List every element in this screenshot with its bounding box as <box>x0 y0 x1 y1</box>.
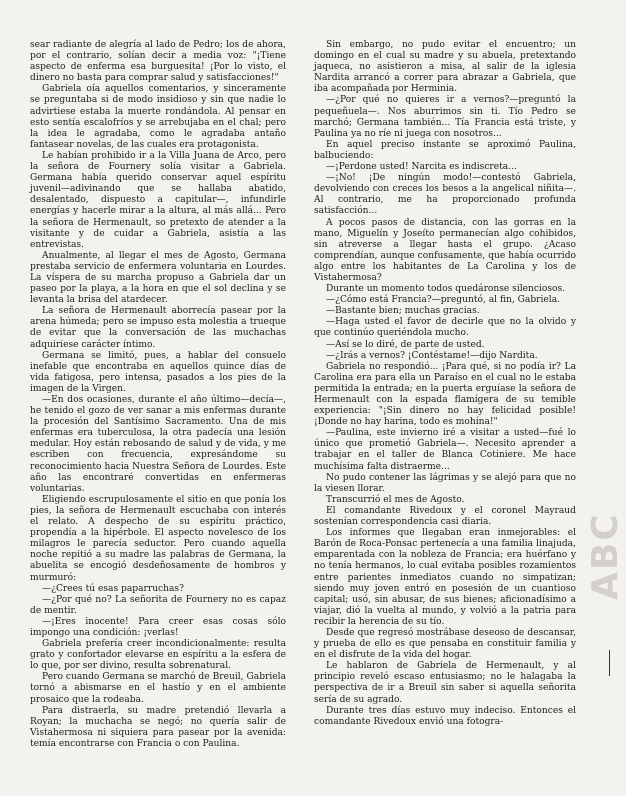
paragraph: —¿Por qué no quieres ir a vernos?—preguntó la pequeñuela—. Nos aburrimos sin ti. Tío Pedro se marchó; Germana también... Tía Francia está triste, y Paulina ya no ríe ni juega con nosotros... <box>314 95 576 139</box>
paragraph: Gabriela oía aquellos comentarios, y sinceramente se preguntaba si de modo insidioso y sin que nadie lo advirtiese estaba la muerte rondándola. Al pensar en esto sentía escalofríos y se arrebujaba en el chal; pero la idea le agradaba, como le agradaba antaño fantasear novelas, de las cuales era protagonista. <box>30 84 286 150</box>
paragraph: —En dos ocasiones, durante el año último—decía—, he tenido el gozo de ver sanar a mis enfermas durante la procesión del Santísimo Sacramento. Una de mis enfermas era tuberculosa, la otra padecía una lesión medular. Hoy están rebosando de salud y de vida, y me escriben con frecuencia, expresándome su reconocimiento hacia Nuestra Señora de Lourdes. Este año las encontraré convertidas en enfermeras voluntarias. <box>30 395 286 494</box>
paragraph: —¿Irás a vernos? ¡Contéstame!—dijo Nardita. <box>326 350 538 361</box>
paragraph: No pudo contener las lágrimas y se alejó para que no la viesen llorar. <box>314 472 576 494</box>
paragraph: —¡No! ¡De ningún modo!—contestó Gabriela, devolviendo con creces los besos a la angelical niñita—. Al contrario, me ha proporcionado profunda satisfacción... <box>314 173 576 217</box>
page-edge-mark <box>609 650 610 676</box>
paragraph: —¿Crees tú esas paparruchas? <box>42 583 184 594</box>
paragraph: El comandante Rivedoux y el coronel Mayraud sostenían correspondencia casi diaria. <box>314 505 576 528</box>
paragraph: Gabriela prefería creer incondicionalmente: resulta grato y confortador elevarse en espíritu a la esfera de lo que, por ser divino, resulta sobrenatural. <box>30 639 286 672</box>
paragraph: —¿Cómo está Francia?—preguntó, al fin, Gabriela. <box>326 295 561 306</box>
paragraph: Le habían prohibido ir a la Villa Juana de Arco, pero la señora de Fournery solía visitar a Gabriela. Germana había querido conservar aquel espíritu juvenil—adivinando que se hallaba abatido, desalentado, dispuesto a capitular—, infundirle energías y hacerle mirar a la altura, al más allá... Pero la señora de Hermenault, so pretexto de atender a la visitante y de cuidar a Gabriela, asistía a las entrevistas. <box>30 150 286 250</box>
paragraph: —Así se lo diré, de parte de usted. <box>326 339 485 350</box>
paragraph: —¿Por qué no? La señorita de Fournery no es capaz de mentir. <box>30 594 286 616</box>
paragraph: Transcurrió el mes de Agosto. <box>326 494 465 505</box>
paragraph: Durante un momento todos quedáronse silenciosos. <box>326 284 566 295</box>
paragraph: sear radiante de alegría al lado de Pedro; los de ahora, por el contrario, solían decir a media voz: "¡Tiene aspecto de enferma esa burguesita! ¡Por lo visto, el dinero no basta para comprar salud y satisfacciones!" <box>30 40 286 84</box>
paragraph: Durante tres días estuvo muy indeciso. Entonces el comandante Rivedoux envió una fotogra- <box>314 705 576 727</box>
paragraph: —¡Perdone usted! Narcita es indiscreta... <box>326 162 517 173</box>
paragraph: La señora de Hermenault aborrecía pasear por la arena húmeda; pero se impuso esta molestia a trueque de evitar que la conversación de las muchachas adquiriese carácter íntimo. <box>30 306 286 350</box>
paragraph: —¡Eres inocente! Para creer esas cosas sólo impongo una condición: ¡verlas! <box>30 616 286 638</box>
paragraph: Pero cuando Germana se marchó de Breuil, Gabriela tornó a abismarse en el hastío y en el ambiente prosaico que la rodeaba. <box>30 672 286 705</box>
paragraph: Gabriela no respondió... ¡Para qué, si no podía ir? La Carolina era para ella un Paraíso en el cual no le estaba permitida la entrada; en la puerta erguíase la señora de Hermenault con la espada flamígera de su temible experiencia: "¡Sin dinero no hay felicidad posible! ¡Donde no hay harina, todo es mohína!" <box>314 361 576 428</box>
paragraph: En aquel preciso instante se aproximó Paulina, balbuciendo: <box>314 139 576 161</box>
paragraph: Eligiendo escrupulosamente el sitio en que ponía los pies, la señora de Hermenault escuchaba con interés el relato. A despecho de su espíritu práctico, propendía a la hipérbole. El aspecto novelesco de los milagros le parecía seductor. Pero cuando aquella noche repitió a su madre las palabras de Germana, la abuelita se encogió desdeñosamente de hombros y murmuró: <box>30 494 286 583</box>
paragraph: Sin embargo, no pudo evitar el encuentro; un domingo en el cual su madre y su abuela, pretextando jaqueca, no asistieron a misa, al salir de la iglesia Nardita arrancó a correr para abrazar a Gabriela, que iba acompañada por Herminia. <box>314 40 576 95</box>
right-column <box>314 40 576 728</box>
abc-watermark: ABC <box>585 512 626 600</box>
paragraph: Desde que regresó mostrábase deseoso de descansar, y prueba de ello es que pensaba en constituir familia y en el disfrute de la vida del hogar. <box>314 627 576 661</box>
paragraph: —Paulina, este invierno iré a visitar a usted—fué lo único que prometió Gabriela—. Necesito aprender a trabajar en el taller de Blanca Cotiniere. Me hace muchísima falta distraerme... <box>314 428 576 472</box>
paragraph: —Haga usted el favor de decirle que no la olvido y que continúo queriéndola mucho. <box>314 317 576 339</box>
paragraph: —Bastante bien; muchas gracias. <box>326 306 480 317</box>
left-column <box>30 40 286 750</box>
paragraph: A pocos pasos de distancia, con las gorras en la mano, Miguelín y Joseíto permanecían algo cohibidos, sin atreverse a llegar hasta el grupo. ¿Acaso comprendían, aunque confusamente, que había ocurrido algo entre los habitantes de La Carolina y los de Vistahermosa? <box>314 217 576 283</box>
paragraph: Le hablaron de Gabriela de Hermenault, y al principio reveló escaso entusiasmo; no le halagaba la perspectiva de ir a Breuil sin saber si aquella señorita sería de su agrado. <box>314 661 576 705</box>
paragraph: Germana se limitó, pues, a hablar del consuelo inefable que encontraba en aquellos quince días de vida fatigosa, pero intensa, pasados a los pies de la imagen de la Virgen. <box>30 350 286 394</box>
paragraph: Para distraerla, su madre pretendió llevarla a Royan; la muchacha se negó; no quería salir de Vistahermosa ni siquiera para pasear por la avenida: temía encontrarse con Francia o con Paulina. <box>30 705 286 749</box>
paragraph: Los informes que llegaban eran inmejorables: el Barón de Roca-Ponsac pertenecía a una familia linajuda, emparentada con la nobleza de Francia; era huérfano y no tenía hermanos, lo cual evitaba posibles rozamientos entre parientes inmediatos cuando no simpatizan; siendo muy joven entró en posesión de un cuantioso capital; usó, sin abusar, de sus bienes; aficionadísimo a viajar, dió la vuelta al mundo, y volvió a la patria para recibir la herencia de su tío. <box>314 528 576 627</box>
paragraph: Anualmente, al llegar el mes de Agosto, Germana prestaba servicio de enfermera voluntaria en Lourdes. La víspera de su marcha propuso a Gabriela dar un paseo por la playa, a la hora en que el sol declina y se levanta la brisa del atardecer. <box>30 250 286 306</box>
